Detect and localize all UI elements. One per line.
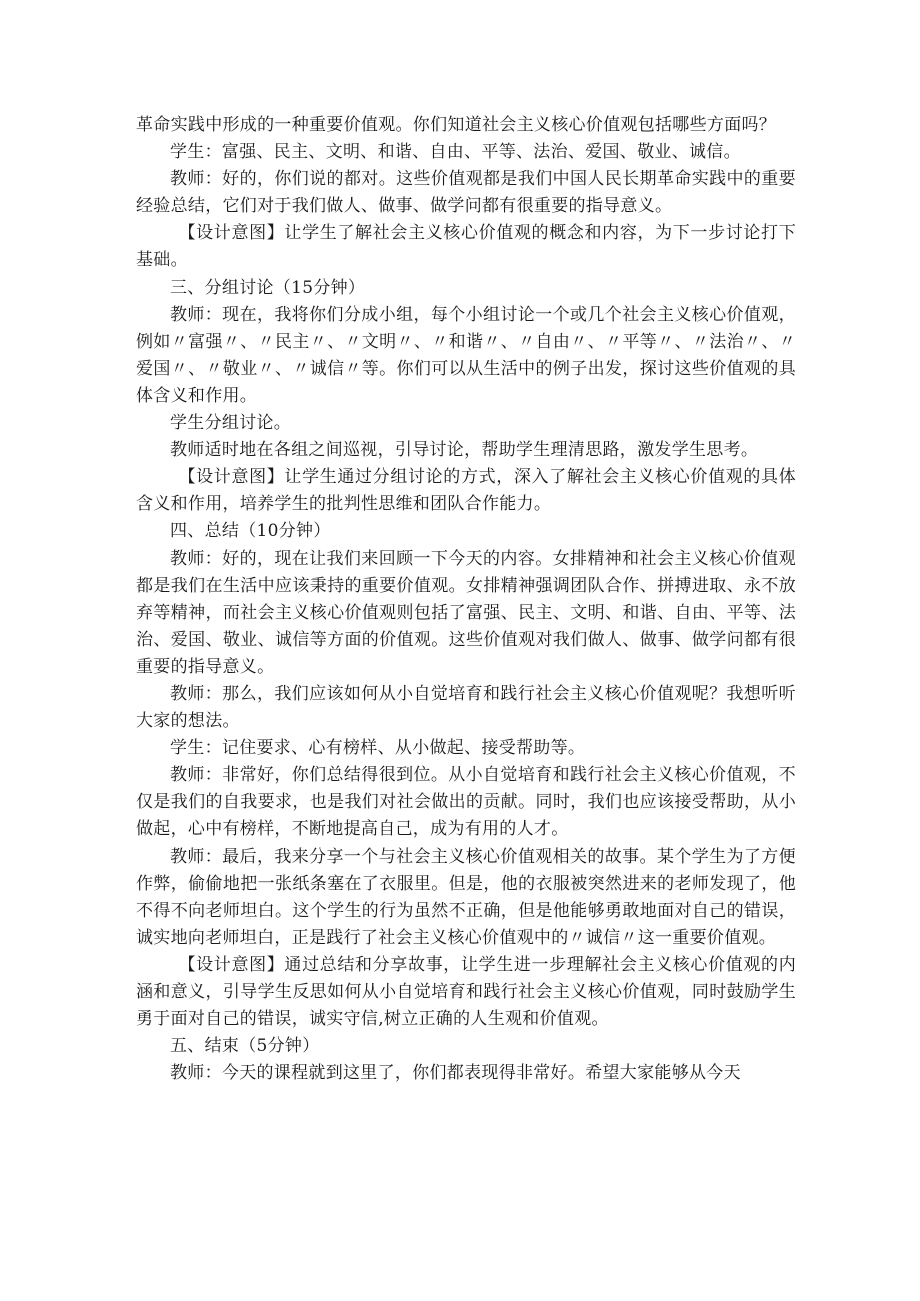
paragraph-students-discuss: 学生分组讨论。 — [170, 413, 292, 434]
document-page — [136, 112, 796, 1087]
paragraph-teacher-response: 教师：好的，你们说的都对。这些价值观都是我们中国人民长期革命实践中的重要经验总结，它们对于我们做人、做事、做学问都有很重要的指导意义。 — [136, 169, 796, 217]
section-heading-closing: 五、结束（5分钟） — [170, 1036, 320, 1057]
paragraph-teacher-closing: 教师：今天的课程就到这里了，你们都表现得非常好。希望大家能够从今天 — [170, 1063, 741, 1084]
paragraph-teacher-story: 教师：最后，我来分享一个与社会主义核心价值观相关的故事。某个学生为了方便作弊，偷偷地把一张纸条塞在了衣服里。但是，他的衣服被突然进来的老师发现了，他不得不向老师坦白。这个学生的行为虽然不正确，但是他能够勇敢地面对自己的错误，诚实地向老师坦白，正是践行了社会主义核心价值观中的〃诚信〃这一重要价值观。 — [136, 846, 796, 948]
paragraph-teacher-review: 教师：好的，现在让我们来回顾一下今天的内容。女排精神和社会主义核心价值观都是我们在生活中应该秉持的重要价值观。女排精神强调团队合作、拼搏进取、永不放弃等精神，而社会主义核心价值观则包括了富强、民主、文明、和谐、自由、平等、法治、爱国、敬业、诚信等方面的价值观。这些价值观对我们做人、做事、做学问都有很重要的指导意义。 — [136, 548, 796, 677]
section-heading-group-discussion: 三、分组讨论（15分钟） — [170, 277, 366, 298]
paragraph-design-intent: 【设计意图】通过总结和分享故事，让学生进一步理解社会主义核心价值观的内涵和意义，引导学生反思如何从小自觉培育和践行社会主义核心价值观，同时鼓励学生勇于面对自己的错误，诚实守信,树立正确的人生观和价值观。 — [136, 954, 796, 1030]
paragraph-teacher-patrol: 教师适时地在各组之间巡视，引导讨论，帮助学生理清思路，激发学生思考。 — [170, 440, 759, 461]
paragraph-student-ideas: 学生：记住要求、心有榜样、从小做起、接受帮助等。 — [170, 738, 586, 759]
paragraph-teacher-question: 教师：那么，我们应该如何从小自觉培育和践行社会主义核心价值观呢？我想听听大家的想法。 — [136, 683, 796, 732]
section-heading-summary: 四、总结（10分钟） — [170, 521, 331, 542]
paragraph-teacher-grouping: 教师：现在，我将你们分成小组，每个小组讨论一个或几个社会主义核心价值观，例如〃富强〃、〃民主〃、〃文明〃、〃和谐〃、〃自由〃、〃平等〃、〃法治〃、〃爱国〃、〃敬业〃、〃诚信〃等。你们可以从生活中的例子出发，探讨这些价值观的具体含义和作用。 — [136, 304, 796, 406]
paragraph-teacher-praise: 教师：非常好，你们总结得很到位。从小自觉培育和践行社会主义核心价值观，不仅是我们的自我要求，也是我们对社会做出的贡献。同时，我们也应该接受帮助，从小做起，心中有榜样，不断地提高自己，成为有用的人才。 — [136, 765, 796, 840]
paragraph-design-intent: 【设计意图】让学生通过分组讨论的方式，深入了解社会主义核心价值观的具体含义和作用，培养学生的批判性思维和团队合作能力。 — [136, 467, 796, 515]
paragraph-design-intent: 【设计意图】让学生了解社会主义核心价值观的概念和内容，为下一步讨论打下基础。 — [136, 223, 796, 271]
paragraph-continuation: 革命实践中形成的一种重要价值观。你们知道社会主义核心价值观包括哪些方面吗？ — [136, 115, 777, 135]
paragraph-student-answer: 学生：富强、民主、文明、和谐、自由、平等、法治、爱国、敬业、诚信。 — [170, 142, 741, 163]
